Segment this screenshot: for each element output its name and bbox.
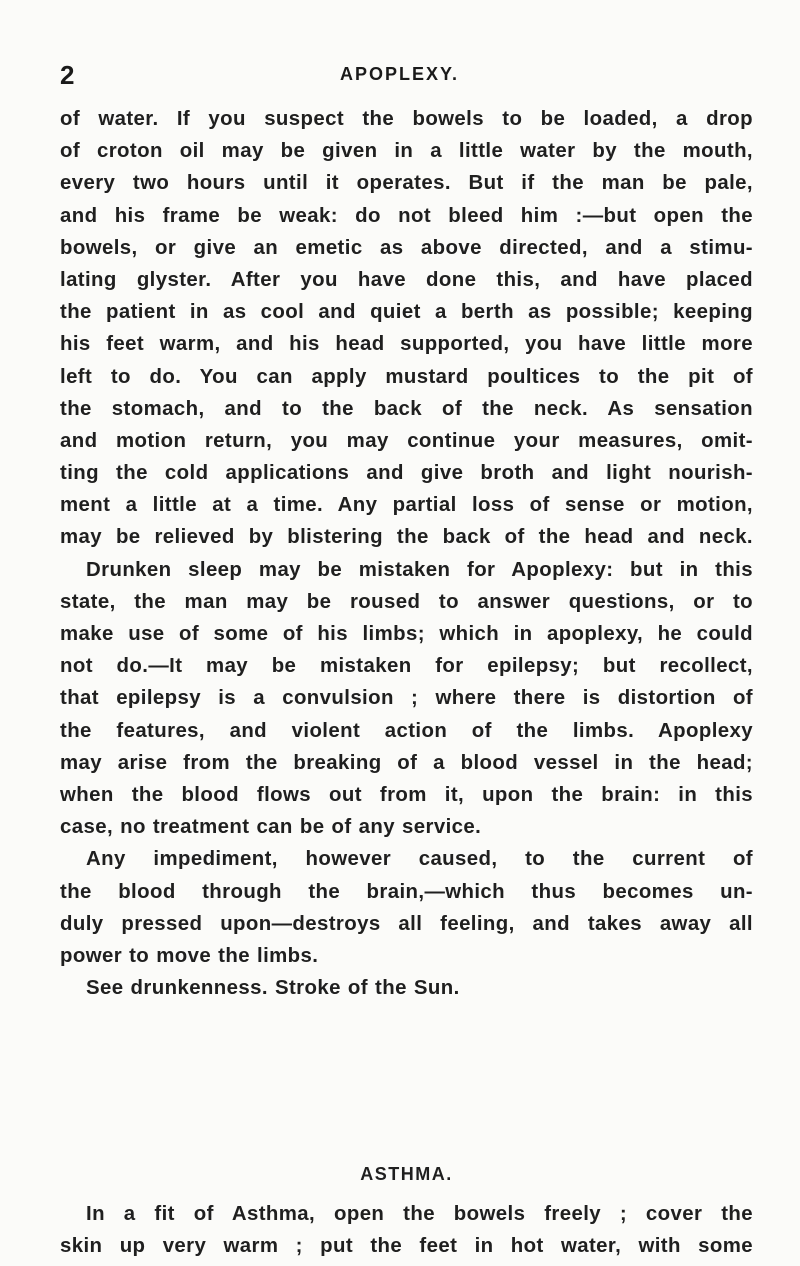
text-line: the features, and violent action of the limbs. Apoplexy (60, 719, 753, 742)
paragraph-start-line: In a fit of Asthma, open the bowels freely ; cover the (86, 1203, 753, 1225)
text-line: the patient in as cool and quiet a berth as possible; keeping (60, 301, 753, 324)
text-line: when the blood flows out from it, upon the brain: in this (60, 783, 753, 806)
text-line: and motion return, you may continue your measures, omit- (60, 429, 753, 452)
text-line: every two hours until it operates. But if the man be pale, (60, 172, 753, 195)
cross-reference-line: See drunkenness. Stroke of the Sun. (86, 977, 460, 1000)
text-line: of water. If you suspect the bowels to be loaded, a drop (60, 108, 753, 130)
page-header (60, 60, 750, 94)
text-line: bowels, or give an emetic as above directed, and a stimu- (60, 236, 753, 259)
paragraph-start-line: Any impediment, however caused, to the current of (86, 848, 753, 871)
text-line: skin up very warm ; put the feet in hot water, with some (60, 1235, 753, 1258)
text-line: the stomach, and to the back of the neck. As sensation (60, 397, 753, 420)
text-line: case, no treatment can be of any service. (60, 816, 482, 839)
body-text (60, 103, 753, 1004)
text-line: may be relieved by blistering the back of the head and neck. (60, 526, 753, 549)
paragraph-start-line: Drunken sleep may be mistaken for Apoplexy: but in this (86, 558, 753, 581)
text-line: duly pressed upon—destroys all feeling, and takes away all (60, 912, 753, 935)
section-heading: ASTHMA. (360, 1164, 453, 1184)
text-line: lating glyster. After you have done this, and have placed (60, 268, 753, 291)
text-line: and his frame be weak: do not bleed him :—but open the (60, 204, 753, 227)
text-line: ting the cold applications and give broth and light nourish- (60, 462, 753, 485)
section-text (60, 1198, 753, 1262)
text-line: left to do. You can apply mustard poultices to the pit of (60, 365, 753, 388)
text-line: that epilepsy is a convulsion ; where there is distortion of (60, 687, 753, 710)
text-line: not do.—It may be mistaken for epilepsy; but recollect, (60, 655, 753, 678)
page-number: 2 (60, 60, 75, 90)
text-line: power to move the limbs. (60, 944, 319, 967)
text-line: the blood through the brain,—which thus becomes un- (60, 880, 753, 903)
text-line: his feet warm, and his head supported, you have little more (60, 333, 753, 356)
text-line: may arise from the breaking of a blood vessel in the head; (60, 751, 753, 774)
running-head: APOPLEXY. (340, 64, 460, 84)
text-line: of croton oil may be given in a little water by the mouth, (60, 140, 753, 163)
text-line: state, the man may be roused to answer questions, or to (60, 590, 753, 613)
text-line: ment a little at a time. Any partial loss of sense or motion, (60, 494, 753, 517)
text-line: make use of some of his limbs; which in apoplexy, he could (60, 623, 753, 645)
